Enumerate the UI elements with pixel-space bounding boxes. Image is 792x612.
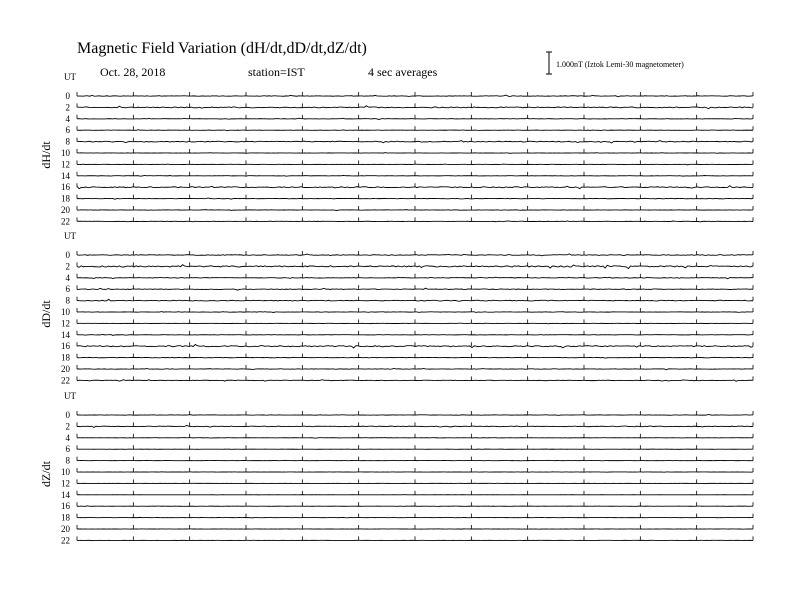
station-label: station=IST bbox=[248, 65, 305, 79]
row-hour-label: 18 bbox=[61, 352, 70, 363]
row-hour-label: 6 bbox=[65, 284, 70, 295]
scale-bar-label: 1.000nT (Iztok Lemi-30 magnetometer) bbox=[556, 60, 684, 69]
ut-axis-label: UT bbox=[64, 391, 76, 401]
trace-line bbox=[77, 357, 753, 358]
row-hour-label: 8 bbox=[65, 455, 70, 466]
trace-line bbox=[77, 414, 753, 415]
date-label: Oct. 28, 2018 bbox=[100, 65, 166, 79]
row-hour-label: 12 bbox=[61, 318, 70, 329]
panel-ylabel: dD/dt bbox=[39, 300, 53, 328]
row-hour-label: 16 bbox=[61, 341, 70, 352]
row-hour-label: 6 bbox=[65, 444, 70, 455]
row-hour-label: 2 bbox=[65, 102, 70, 113]
trace-line bbox=[77, 506, 753, 507]
row-hour-label: 0 bbox=[65, 91, 70, 101]
ut-axis-label: UT bbox=[64, 231, 76, 241]
row-hour-label: 14 bbox=[61, 489, 70, 500]
row-hour-label: 2 bbox=[65, 261, 70, 272]
trace-line bbox=[77, 130, 753, 131]
chart-title: Magnetic Field Variation (dH/dt,dD/dt,dZ/dt) bbox=[77, 40, 367, 57]
row-hour-label: 8 bbox=[65, 136, 70, 147]
averaging-label: 4 sec averages bbox=[368, 65, 438, 79]
row-hour-label: 10 bbox=[61, 467, 70, 477]
row-hour-label: 16 bbox=[61, 182, 70, 193]
row-hour-label: 14 bbox=[61, 329, 70, 340]
panel-ylabel: dZ/dt bbox=[39, 461, 53, 487]
row-hour-label: 20 bbox=[61, 205, 70, 215]
trace-line bbox=[77, 198, 753, 199]
ut-axis-label: UT bbox=[64, 72, 76, 82]
trace-line bbox=[77, 312, 753, 313]
trace-line bbox=[77, 460, 753, 461]
row-hour-label: 0 bbox=[65, 250, 70, 260]
row-hour-label: 4 bbox=[65, 272, 70, 283]
row-hour-label: 22 bbox=[61, 535, 70, 546]
row-hour-label: 16 bbox=[61, 501, 70, 512]
row-hour-label: 10 bbox=[61, 307, 70, 317]
row-hour-label: 12 bbox=[61, 159, 70, 170]
row-hour-label: 18 bbox=[61, 193, 70, 204]
trace-line bbox=[77, 368, 753, 369]
trace-line bbox=[77, 438, 753, 439]
row-hour-label: 4 bbox=[65, 432, 70, 443]
row-hour-label: 8 bbox=[65, 295, 70, 306]
trace-line bbox=[77, 334, 753, 335]
panel-ylabel: dH/dt bbox=[39, 141, 53, 169]
row-hour-label: 12 bbox=[61, 478, 70, 489]
row-hour-label: 0 bbox=[65, 410, 70, 420]
row-hour-label: 14 bbox=[61, 170, 70, 181]
row-hour-label: 2 bbox=[65, 421, 70, 432]
row-hour-label: 18 bbox=[61, 512, 70, 523]
trace-line bbox=[77, 221, 753, 222]
trace-line bbox=[77, 210, 753, 211]
row-hour-label: 20 bbox=[61, 364, 70, 374]
trace-line bbox=[77, 175, 753, 176]
row-hour-label: 4 bbox=[65, 113, 70, 124]
row-hour-label: 22 bbox=[61, 216, 70, 227]
row-hour-label: 10 bbox=[61, 148, 70, 158]
trace-line bbox=[77, 323, 753, 324]
row-hour-label: 20 bbox=[61, 524, 70, 534]
trace-line bbox=[77, 164, 753, 165]
row-hour-label: 6 bbox=[65, 125, 70, 136]
trace-line bbox=[77, 153, 753, 154]
row-hour-label: 22 bbox=[61, 375, 70, 386]
